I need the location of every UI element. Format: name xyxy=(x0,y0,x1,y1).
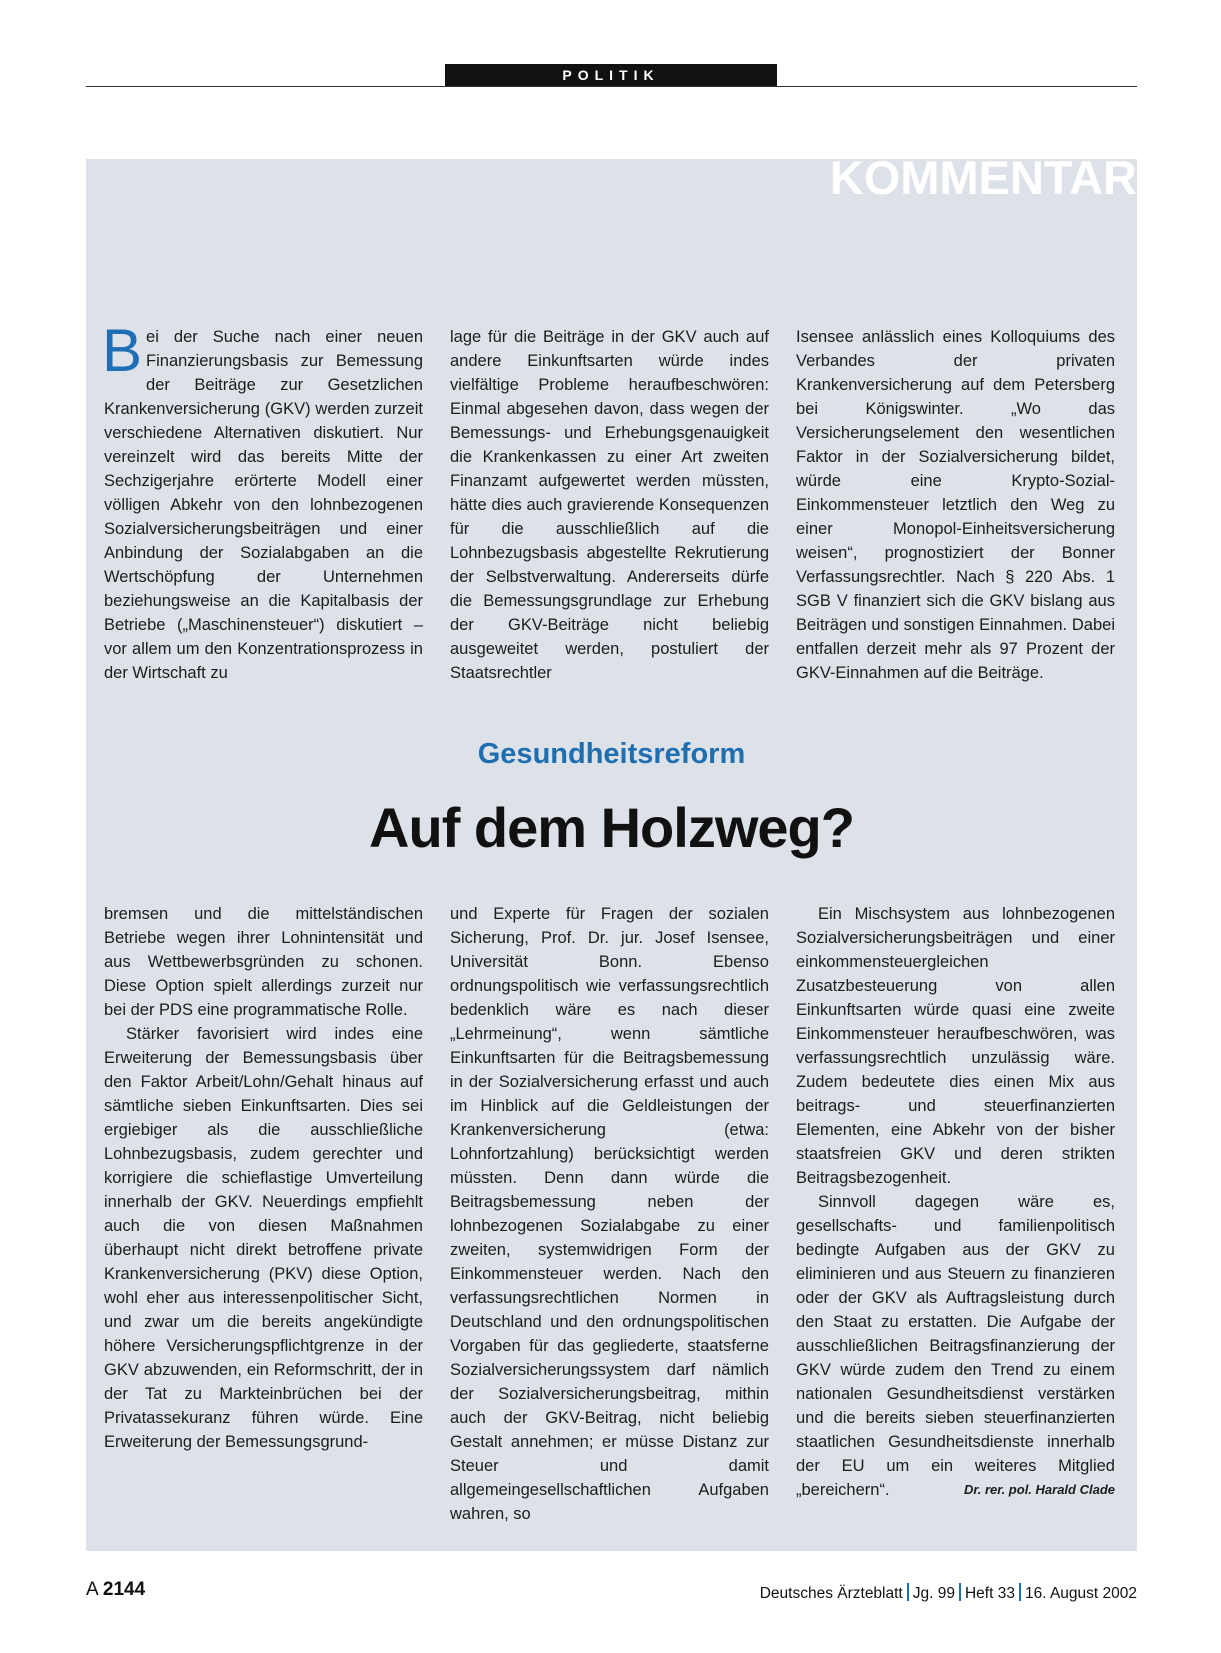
paragraph: und Experte für Fragen der sozialen Sicherung, Prof. Dr. jur. Josef Isensee, Universität Bonn. Ebenso ordnungspolitisch wie verfassungsrechtlich bedenklich wäre es nach dieser „Lehrmeinung“, wenn sämtliche Einkunftsarten für die Beitragsbemessung in der Sozialversicherung erfasst und auch im Hinblick auf die Geldleistungen der Krankenversicherung (etwa: Lohnfortzahlung) berücksichtigt werden müssten. Denn dann würde die Beitragsbemessung neben der lohnbezogenen Sozialabgabe zu einer zweiten, systemwidrigen Form der Einkommensteuer werden. Nach den verfassungsrechtlichen Normen in Deutschland und den ordnungspolitischen Vorgaben für das gegliederte, staatsferne Sozialversicherungssystem darf nämlich der Sozialversicherungsbeitrag, mithin auch der GKV-Beitrag, nicht beliebig Gestalt annehmen; er müsse Distanz zur Steuer und damit allgemeingesellschaftlichen Aufgaben wahren, so xyxy=(450,905,769,1523)
text-column-2-bottom xyxy=(450,902,769,1527)
drop-cap: B xyxy=(102,317,143,384)
header-rule xyxy=(86,86,1137,87)
paragraph: bremsen und die mittelständischen Betriebe wegen ihrer Lohnintensität und aus Wettbewerbsgründen zu schonen. Diese Option spielt allerdings zurzeit nur bei der PDS eine programmatische Rolle. xyxy=(104,905,423,1019)
article-headline: Auf dem Holzweg? xyxy=(369,796,854,859)
text-column-3-bottom xyxy=(796,902,1115,1527)
volume: Jg. 99 xyxy=(912,1585,955,1602)
paragraph: Sinnvoll dagegen wäre es, gesellschafts- und familienpolitisch bedingte Aufgaben aus der GKV zu eliminieren und aus Steuern zu finanzieren oder der GKV als Auftragsleistung durch den Staat zu erstatten. Die Aufgabe der ausschließlichen Beitragsfinanzierung der GKV würde zudem den Trend zu einem nationalen Gesundheitsdienst verstärken und die bereits sieben steuerfinanzierten staatlichen Gesundheitsdienste innerhalb der EU um ein weiteres Mitglied „bereichern“. xyxy=(796,1193,1115,1499)
paragraph: ei der Suche nach einer neuen Finanzierungsbasis zur Bemessung der Beiträge zur Gesetzlichen Krankenversicherung (GKV) werden zurzeit verschiedene Alternativen diskutiert. Nur vereinzelt wird das bereits Mitte der Sechzigerjahre erörterte Modell einer völligen Abkehr von den lohnbezogenen Sozialversicherungsbeiträgen und einer Anbindung der Sozialabgaben an die Wertschöpfung der Unternehmen beziehungsweise an die Kapitalbasis der Betriebe („Maschinensteuer“) diskutiert – vor allem um den Konzentrationsprozess in der Wirtschaft zu xyxy=(104,328,423,682)
kommentar-label: KOMMENTAR xyxy=(829,159,1137,204)
paragraph: Isensee anlässlich eines Kolloquiums des Verbandes der privaten Krankenversicherung auf dem Petersberg bei Königswinter. „Wo das Versicherungselement den wesentlichen Faktor in der Sozialversicherung bildet, würde eine Krypto-Sozial-Einkommensteuer letztlich den Weg zu einer Monopol-Einheitsversicherung weisen“, prognostiziert der Bonner Verfassungsrechtler. Nach § 220 Abs. 1 SGB V finanziert sich die GKV bislang aus Beiträgen und sonstigen Einnahmen. Dabei entfallen derzeit mehr als 97 Prozent der GKV-Einnahmen auf die Beiträge. xyxy=(796,328,1115,682)
journal-name: Deutsches Ärzteblatt xyxy=(759,1585,903,1602)
separator xyxy=(1019,1583,1021,1601)
issue: Heft 33 xyxy=(964,1585,1015,1602)
separator xyxy=(959,1583,961,1601)
text-column-3-top xyxy=(796,325,1115,695)
article-kicker: Gesundheitsreform xyxy=(477,738,746,770)
paragraph-with-author xyxy=(796,1190,1115,1502)
text-column-2-top xyxy=(450,325,769,695)
paragraph: lage für die Beiträge in der GKV auch auf andere Einkunftsarten würde indes vielfältige Probleme heraufbeschwören: Einmal abgesehen davon, dass wegen der Bemessungs- und Erhebungsgenauigkeit die Krankenkassen zu einer Art zweiten Finanzamt aufgewertet werden müssten, hätte dies auch gravierende Konsequenzen für die ausschließlich auf die Lohnbezugsbasis abgestellte Rekrutierung der Selbstverwaltung. Andererseits dürfe die Bemessungsgrundlage zur Erhebung der GKV-Beiträge nicht beliebig ausgeweitet werden, postuliert der Staatsrechtler xyxy=(450,328,769,682)
section-label: POLITIK xyxy=(445,64,777,86)
paragraph: Ein Mischsystem aus lohnbezogenen Sozialversicherungsbeiträgen und einer einkommensteuergleichen Zusatzbesteuerung von allen Einkunftsarten würde quasi eine zweite Einkommensteuer heraufbeschwören, was verfassungsrechtlich unzulässig wäre. Zudem bedeutete dies einen Mix aus beitrags- und steuerfinanzierten Elementen, eine Abkehr von der bisher staatsfreien GKV und deren strikten Beitragsbezogenheit. xyxy=(796,905,1115,1187)
journal-footer xyxy=(760,1583,1137,1602)
author-byline: Dr. rer. pol. Harald Clade xyxy=(964,1482,1115,1497)
text-column-1-bottom xyxy=(104,902,423,1527)
paragraph: Stärker favorisiert wird indes eine Erweiterung der Bemessungsbasis über den Faktor Arbeit/Lohn/Gehalt hinaus auf sämtliche sieben Einkunftsarten. Dies sei ergiebiger als die ausschließliche Lohnbezugsbasis, zudem gerechter und korrigiere die schieflastige Umverteilung innerhalb der GKV. Neuerdings empfiehlt auch die von diesen Maßnahmen überhaupt nicht direkt betroffene private Krankenversicherung (PKV) diese Option, wohl eher aus interessenpolitischer Sicht, und zwar um die bereits angekündigte höhere Versicherungspflichtgrenze in der GKV abzuwenden, ein Reformschritt, der in der Tat zu Markteinbrüchen bei der Privatassekuranz führen würde. Eine Erweiterung der Bemessungsgrund- xyxy=(104,1025,423,1451)
date: 16. August 2002 xyxy=(1024,1585,1137,1602)
separator xyxy=(907,1583,909,1601)
page-number: A 2144 xyxy=(86,1579,146,1600)
text-column-1-top xyxy=(102,317,423,695)
